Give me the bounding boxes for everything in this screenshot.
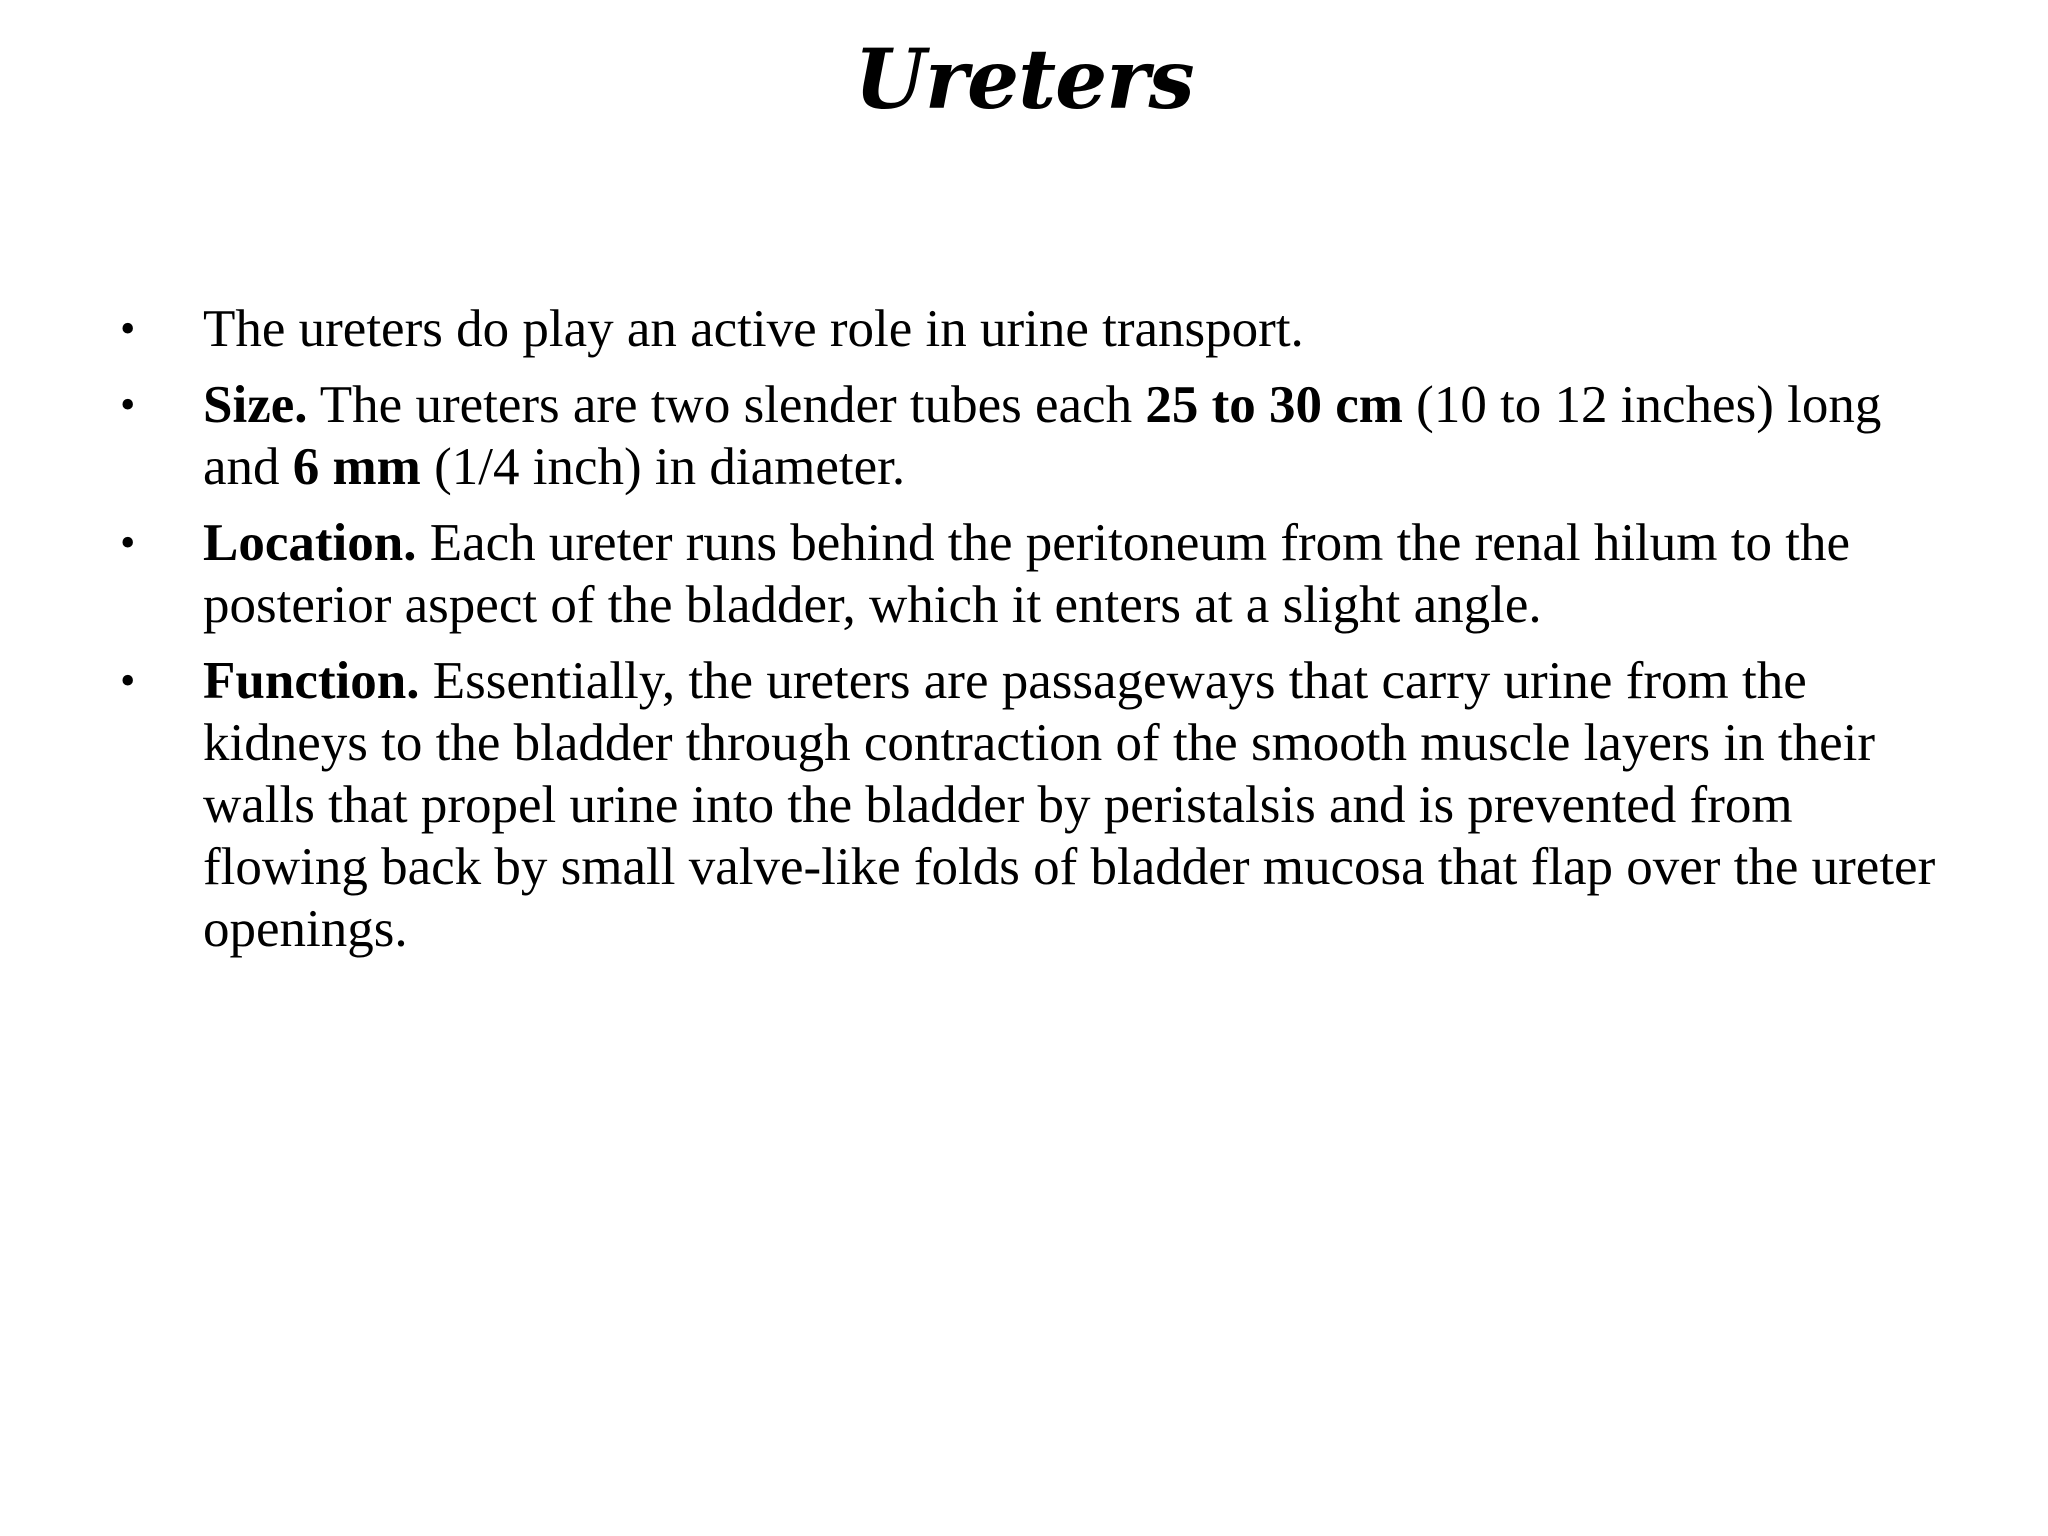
- bullet-emphasis: 6 mm: [292, 438, 421, 496]
- bullet-text: (1/4 inch) in diameter.: [420, 438, 906, 496]
- bullet-icon: •: [120, 518, 136, 567]
- bullet-item-location: [120, 512, 1950, 636]
- bullet-icon: •: [120, 304, 136, 353]
- slide-title: Ureters: [854, 32, 1194, 128]
- bullet-text: The ureters are two slender tubes each: [307, 376, 1146, 434]
- bullet-lead: Size.: [203, 376, 308, 434]
- bullet-icon: •: [120, 380, 136, 429]
- bullet-item-transport: [120, 298, 1950, 360]
- bullet-list: [120, 298, 1950, 974]
- bullet-text: The ureters do play an active role in urine transport.: [203, 300, 1304, 358]
- bullet-emphasis: 25 to 30 cm: [1145, 376, 1403, 434]
- bullet-text: Each ureter runs behind the peritoneum from the renal hilum to the posterior aspect of the bladder, which it enters at a slight angle.: [203, 514, 1850, 634]
- bullet-item-function: [120, 650, 1950, 960]
- bullet-icon: •: [120, 656, 136, 705]
- bullet-item-size: [120, 374, 1950, 498]
- bullet-lead: Location.: [203, 514, 417, 572]
- bullet-text: (10 to 12 inches) long and: [203, 376, 1882, 496]
- bullet-lead: Function.: [203, 652, 420, 710]
- bullet-text: Essentially, the ureters are passageways that carry urine from the kidneys to the bladder through contraction of the smooth muscle layers in their walls that propel urine into the bladder by peristalsis and is prevented from flowing back by small valve-like folds of bladder mucosa that flap over the ureter openings.: [203, 652, 1936, 958]
